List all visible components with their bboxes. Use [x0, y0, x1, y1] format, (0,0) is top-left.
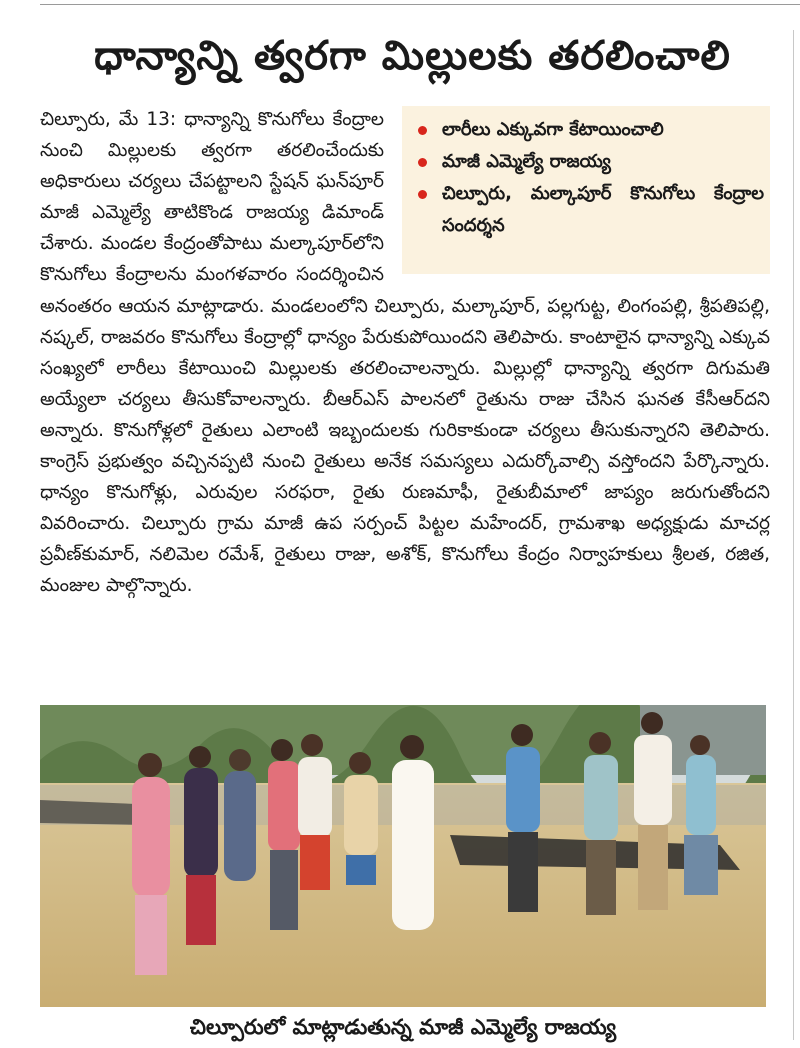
group-photo-icon	[40, 705, 766, 1007]
bullet-icon	[418, 190, 427, 199]
top-rule	[40, 4, 800, 5]
article-body-text: చిల్పూరు, మే 13: ధాన్యాన్ని కొనుగోలు కేంద్రాల నుంచి మిల్లులకు త్వరగా తరలించేందుకు అధికారులు చర్యలు చేపట్టాలని స్టేషన్ ఘన్‌పూర్ మాజీ ఎమ్మెల్యే తాటికొండ రాజయ్య డిమాండ్ చేశారు. మండల కేంద్రంతోపాటు మల్కాపూర్‌లోని కొనుగోలు కేంద్రాలను మంగళవారం సందర్శించిన అనంతరం ఆయన మాట్లాడారు. మండలంలోని చిల్పూరు, మల్కాపూర్, పల్లగుట్ట, లింగంపల్లి, శ్రీపతిపల్లి, నష్కల్, రాజవరం కొనుగోలు కేంద్రాల్లో ధాన్యం పేరుకుపోయిందని తెలిపారు. కాంటాలైన ధాన్యాన్ని ఎక్కువ సంఖ్యలో లారీలు కేటాయించి మిల్లులకు తరలించాలన్నారు. మిల్లుల్లో ధాన్యాన్ని త్వరగా దిగుమతి అయ్యేలా చర్యలు తీసుకోవాలన్నారు. బీఆర్ఎస్ పాలనలో రైతును రాజు చేసిన ఘనత కేసీఆర్‌దని అన్నారు. కొనుగోళ్లలో రైతులు ఎలాంటి ఇబ్బందులకు గురికాకుండా చర్యలు తీసుకున్నారని తెలిపారు. కాంగ్రెస్ ప్రభుత్వం వచ్చినప్పటి నుంచి రైతులు అనేక సమస్యలు ఎదుర్కోవాల్సి వస్తోందని పేర్కొన్నారు. ధాన్యం కొనుగోళ్లు, ఎరువుల సరఫరా, రైతు రుణమాఫీ, రైతుబీమాలో జాప్యం జరుగుతోందని వివరించారు. చిల్పూరు గ్రామ మాజీ ఉప సర్పంచ్ పిట్టల మహేందర్, గ్రామశాఖ అధ్యక్షుడు మాచర్ల ప్రవీణ్‌కుమార్, నలిమెల రమేశ్, రైతులు రాజు, అశోక్, కొనుగోలు కేంద్రం నిర్వాహకులు శ్రీలత, రజిత, మంజుల పాల్గొన్నారు.	[40, 109, 770, 597]
highlight-item: మాజీ ఎమ్మెల్యే రాజయ్య	[416, 146, 764, 178]
column-rule	[793, 30, 794, 1040]
bullet-icon	[418, 158, 427, 167]
highlights-box	[402, 106, 770, 274]
news-photo	[40, 705, 766, 1007]
headline: ధాన్యాన్ని త్వరగా మిల్లులకు తరలించాలి	[94, 33, 731, 79]
photo-caption: చిల్పూరులో మాట్లాడుతున్న మాజీ ఎమ్మెల్యే రాజయ్య	[189, 1015, 617, 1039]
highlight-item: చిల్పూరు, మల్కాపూర్ కొనుగోలు కేంద్రాల సందర్శన	[416, 178, 764, 242]
bullet-icon	[418, 126, 427, 135]
article-body	[40, 104, 770, 602]
highlight-item: లారీలు ఎక్కువగా కేటాయించాలి	[416, 114, 764, 146]
